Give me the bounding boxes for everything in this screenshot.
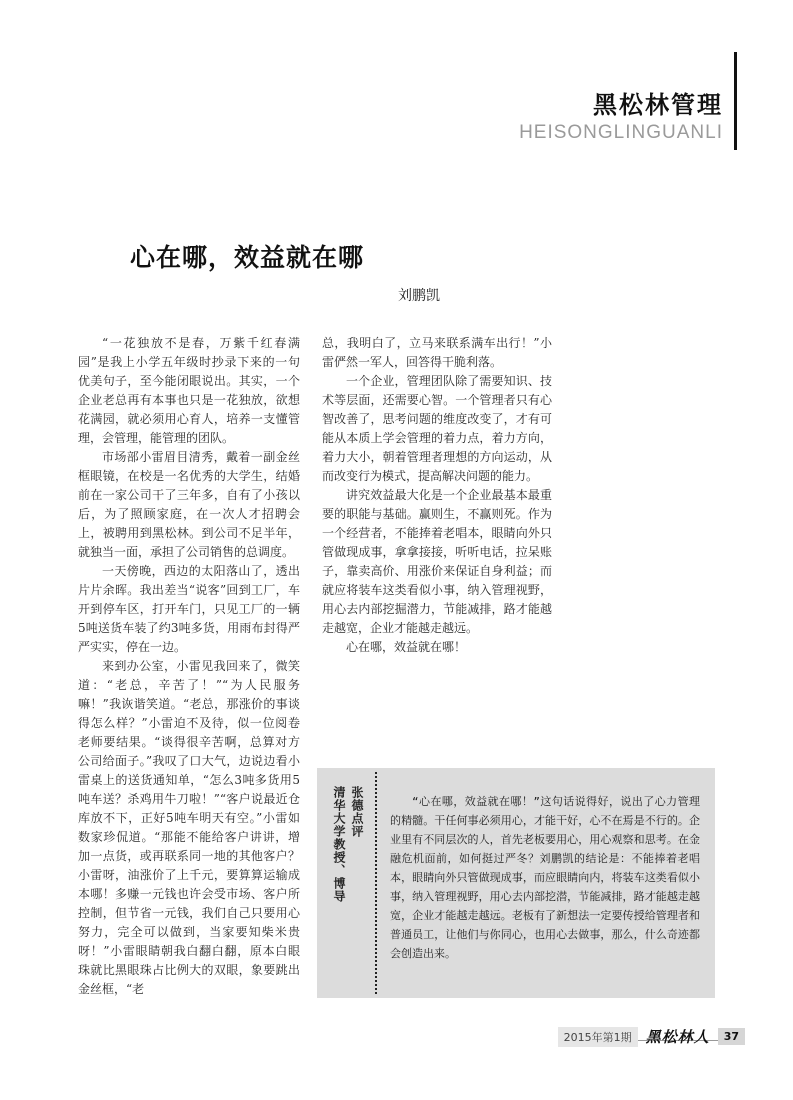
paragraph: 一天傍晚，西边的太阳落山了，透出片片余晖。我出差当“说客”回到工厂，车开到停车区，打开车门，只见工厂的一辆5吨送货车装了约3吨多货，用雨布封得严严实实，停在一边。 [78, 564, 300, 654]
section-title: 黑松林管理 [593, 91, 723, 119]
paragraph: 讲究效益最大化是一个企业最基本最重要的职能与基础。赢则生，不赢则死。作为一个经营者，不能捧着老唱本，眼睛向外只管做现成事，拿拿接接，听听电话，拉呆账子，靠卖高价、用涨价来保证自身利益；而就应将装车这类看似小事，纳入管理视野，用心去内部挖掘潜力，节能减排，路才能越走越宽，企业才能越走越远。 [322, 488, 552, 635]
paragraph: 来到办公室，小雷见我回来了，微笑道：“老总，辛苦了！”“为人民服务嘛！”我诙谐笑道。“老总，那涨价的事谈得怎么样？”小雷迫不及待，似一位阅卷老师要结果。“谈得很辛苦啊，总算对方公司给面子。”我叹了口大气，边说边看小雷桌上的送货通知单，“怎么3吨多货用5吨车送？杀鸡用牛刀啦！”“客户说最近仓库放不下，正好5吨车明天有空。”小雷如数家珍侃道。“那能不能给客户讲讲，增加一点货，或再联系同一地的其他客户？小雷呀，油涨价了上千元，要算算运输成本哪！多赚一元钱也许会受市场、客户所控制，但节省一元钱，我们自己只要用心努力，完全可以做到，当家要知柴米贵呀！”小雷眼睛朝我白翻白翻，原本白眼珠就比黑眼珠占比例大的双眼，象要跳出金丝框，“老 [78, 659, 300, 996]
header-rule [734, 52, 737, 150]
reviewer-name: 张德点评 [350, 786, 364, 838]
comment-divider [375, 772, 377, 994]
reviewer-title: 清华大学教授、博导 [332, 786, 346, 903]
article-title: 心在哪，效益就在哪 [130, 243, 365, 272]
paragraph-continuation: 总，我明白了，立马来联系满车出行！”小雷俨然一军人，回答得干脆利落。 [322, 336, 552, 369]
issue-label: 2015年第1期 [558, 1027, 638, 1047]
article-author: 刘鹏凯 [398, 288, 440, 304]
comment-text: “心在哪，效益就在哪！”这句话说得好，说出了心力管理的精髓。干任何事必须用心，才能干好，心不在焉是不行的。企业里有不同层次的人，首先老板要用心，用心观察和思考。在金融危机面前，如何挺过严冬？刘鹏凯的结论是：不能捧着老唱本，眼睛向外只管做现成事，而应眼睛向内，将装车这类看似小事，纳入管理视野，用心去内部挖潜，节能减排，路才能越走越宽，企业才能越走越远。老板有了新想法一定要传授给管理者和普通员工，让他们与你同心，也用心去做事，那么，什么奇迹都会创造出来。 [390, 795, 700, 960]
paragraph: 一个企业，管理团队除了需要知识、技术等层面，还需要心智。一个管理者只有心智改善了，思考问题的维度改变了，才有可能从本质上学会管理的着力点，着力方向，着力大小，朝着管理者理想的方向运动，从而改变行为模式，提高解决问题的能力。 [322, 374, 552, 483]
page-footer [558, 1026, 745, 1047]
article-right-column [322, 334, 552, 657]
paragraph: “一花独放不是春，万紫千红春满园”是我上小学五年级时抄录下来的一句优美句子，至今能闭眼说出。其实，一个企业老总再有本事也只是一花独放，欲想花满园，就必须用心育人，培养一支懂管理，会管理，能管理的团队。 [78, 336, 300, 445]
paragraph: 市场部小雷眉目清秀，戴着一副金丝框眼镜，在校是一名优秀的大学生，结婚前在一家公司干了三年多，自有了小孩以后，为了照顾家庭，在一次人才招聘会上，被聘用到黑松林。到公司不足半年，就独当一面，承担了公司销售的总调度。 [78, 450, 300, 559]
page-number: 37 [718, 1028, 745, 1045]
article-left-column [78, 334, 300, 999]
section-title-en: HEISONGLINGUANLI [519, 122, 723, 143]
magazine-logo: 黑松林人 [645, 1028, 710, 1046]
paragraph: 心在哪，效益就在哪！ [346, 640, 467, 654]
section-header [519, 85, 723, 144]
